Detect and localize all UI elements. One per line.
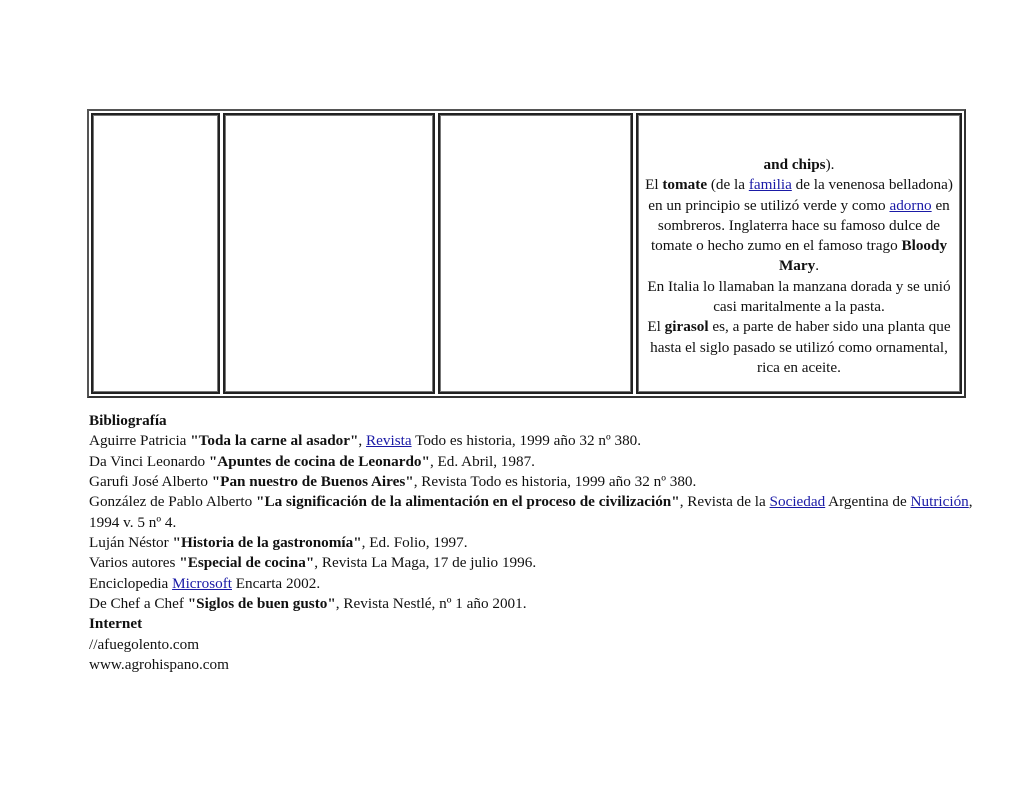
bold-text: girasol [664, 318, 709, 336]
bibliography-entry [89, 553, 989, 573]
link-nutrición[interactable]: Nutrición [910, 493, 969, 511]
bold-text: "Apuntes de cocina de Leonardo" [208, 452, 430, 470]
bibliography-section [89, 411, 989, 675]
table-cell-empty-3 [438, 113, 633, 394]
text: González de Pablo Alberto [89, 493, 257, 511]
text: es, a parte de haber sido una planta que hasta el siglo pasado se utilizó como ornamental, rica en aceite. [650, 318, 951, 376]
text: (de la [707, 176, 749, 194]
text: www.agrohispano.com [89, 656, 229, 674]
bibliography-heading [89, 411, 989, 431]
text: //afuegolento.com [89, 635, 200, 653]
text: De Chef a Chef [89, 595, 188, 613]
text: . [815, 257, 820, 275]
cell-paragraph [640, 175, 958, 276]
text: , Revista Nestlé, nº 1 año 2001. [335, 595, 527, 613]
text: , [358, 432, 367, 450]
bold-text: "La significación de la alimentación en el proceso de civilización" [256, 493, 680, 511]
bold-text: "Toda la carne al asador" [190, 432, 359, 450]
content-table [87, 109, 966, 398]
link-adorno[interactable]: adorno [889, 196, 932, 214]
table-cell-empty-1 [91, 113, 220, 394]
bold-text: Bloody Mary [778, 237, 948, 275]
text: El [645, 176, 663, 194]
bibliography-entry [89, 533, 989, 553]
text: , Ed. Abril, 1987. [429, 452, 535, 470]
text: , Revista de la [679, 493, 770, 511]
bibliography-entry [89, 452, 989, 472]
bibliography-entry [89, 614, 989, 634]
bold-text: Bibliografía [89, 412, 167, 429]
text: Encarta 2002. [231, 574, 321, 592]
table-cell-empty-2 [223, 113, 435, 394]
link-revista[interactable]: Revista [366, 432, 412, 450]
bibliography-entry [89, 655, 989, 675]
text: Luján Néstor [89, 534, 173, 552]
text: , Revista La Maga, 17 de julio 1996. [314, 554, 537, 572]
text: Varios autores [89, 554, 180, 572]
text: , Revista Todo es historia, 1999 año 32 nº 380. [413, 473, 697, 491]
bold-text: "Siglos de buen gusto" [187, 595, 336, 613]
link-microsoft[interactable]: Microsoft [172, 574, 232, 592]
text: ). [825, 156, 835, 173]
text: de la venenosa belladona) en un principio se utilizó verde y como [648, 176, 953, 214]
bold-text: and chips [763, 156, 826, 173]
table-cell-text [636, 113, 962, 394]
bold-text: "Especial de cocina" [179, 554, 315, 572]
text: Enciclopedia [89, 574, 173, 592]
text: , 1994 v. 5 nº 4. [89, 493, 973, 531]
bibliography-entry [89, 472, 989, 492]
bold-text: tomate [662, 176, 708, 194]
text: Aguirre Patricia [89, 432, 191, 450]
link-sociedad[interactable]: Sociedad [769, 493, 826, 511]
link-familia[interactable]: familia [748, 176, 792, 194]
bibliography-entry [89, 574, 989, 594]
bibliography-entry [89, 431, 989, 451]
text: En Italia lo llamaban la manzana dorada y se unió casi maritalmente a la pasta. [647, 277, 951, 316]
text: Argentina de [825, 493, 911, 511]
text: Garufi José Alberto [89, 473, 212, 491]
text: Todo es historia, 1999 año 32 nº 380. [411, 432, 642, 450]
text: en sombreros. Inglaterra hace su famoso dulce de tomate o hecho zumo en el famoso trago [650, 196, 950, 255]
bold-text: "Pan nuestro de Buenos Aires" [211, 473, 414, 491]
bibliography-entry [89, 492, 989, 533]
bold-text: Internet [89, 615, 143, 633]
text: Da Vinci Leonardo [89, 452, 209, 470]
text: , Ed. Folio, 1997. [361, 534, 468, 552]
cell-paragraph [640, 277, 958, 318]
cell-paragraph [640, 155, 958, 175]
bibliography-entry [89, 635, 989, 655]
cell-paragraph [640, 317, 958, 378]
bold-text: "Historia de la gastronomía" [172, 534, 362, 552]
text: El [647, 318, 665, 336]
bibliography-entry [89, 594, 989, 614]
